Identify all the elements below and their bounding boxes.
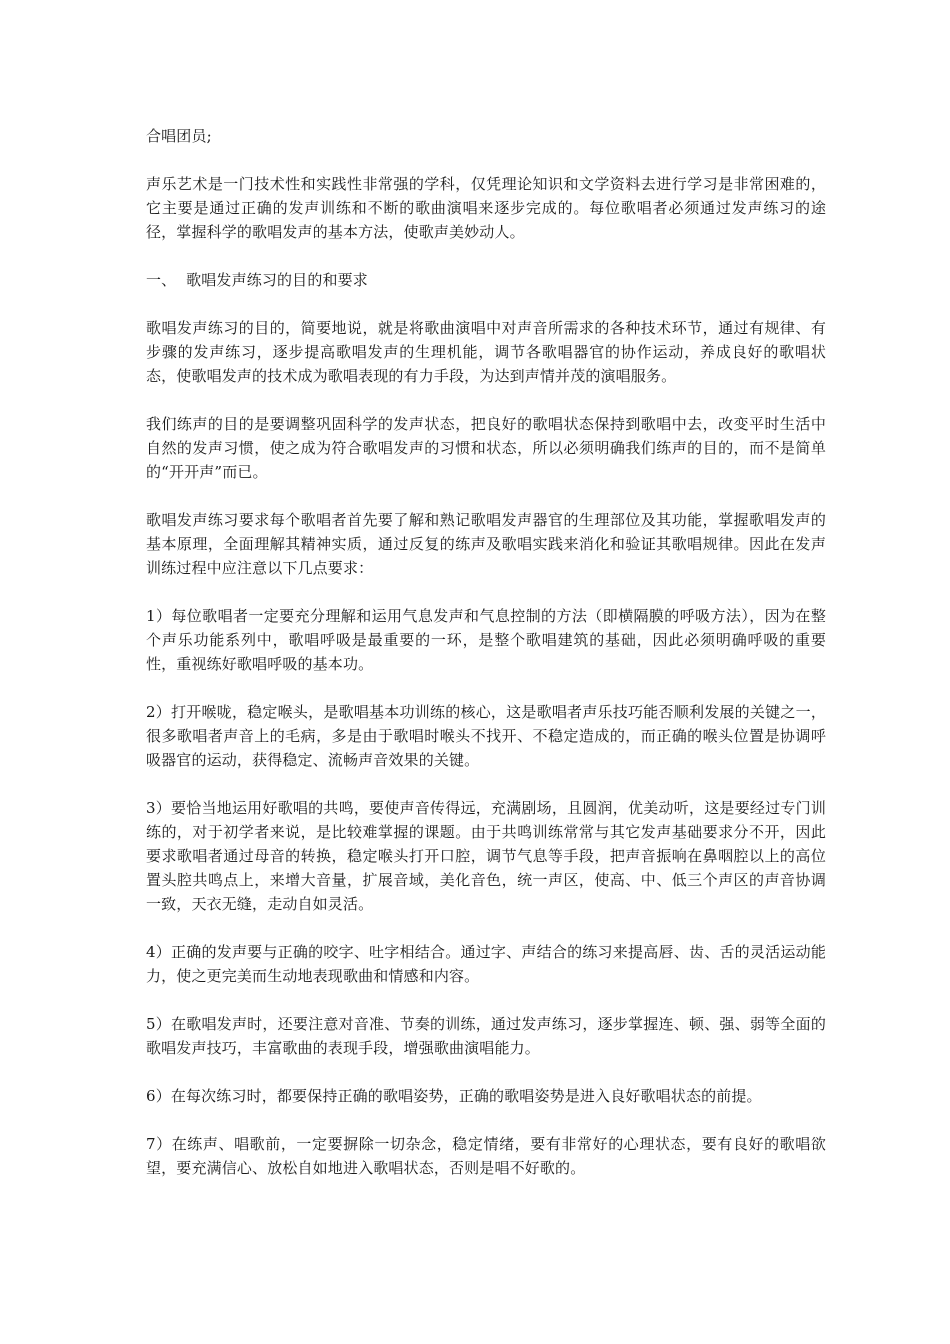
- requirements-intro-paragraph: 歌唱发声练习要求每个歌唱者首先要了解和熟记歌唱发声器官的生理部位及其功能，掌握歌唱发声的基本原理，全面理解其精神实质，通过反复的练声及歌唱实践来消化和验证其歌唱规律。因此在发声训练过程中应注意以下几点要求：: [146, 511, 826, 577]
- requirement-item-6: 6）在每次练习时，都要保持正确的歌唱姿势，正确的歌唱姿势是进入良好歌唱状态的前提。: [146, 1087, 762, 1105]
- requirement-item-4: 4）正确的发声要与正确的咬字、吐字相结合。通过字、声结合的练习来提高唇、齿、舌的灵活运动能力，使之更完美而生动地表现歌曲和情感和内容。: [146, 943, 826, 985]
- requirement-item-3: 3）要恰当地运用好歌唱的共鸣，要使声音传得远，充满剧场，且圆润，优美动听，这是要经过专门训练的，对于初学者来说，是比较难掌握的课题。由于共鸣训练常常与其它发声基础要求分不开，因此要求歌唱者通过母音的转换，稳定喉头打开口腔，调节气息等手段，把声音振响在鼻咽腔以上的高位置头腔共鸣点上，来增大音量，扩展音域，美化音色，统一声区，使高、中、低三个声区的声音协调一致，天衣无缝，走动自如灵活。: [146, 799, 826, 913]
- paragraph-spacer: [146, 292, 826, 316]
- paragraph-spacer: [146, 580, 826, 604]
- paragraph-spacer: [146, 1060, 826, 1084]
- paragraph-spacer: [146, 676, 826, 700]
- greeting-line: 合唱团员;: [146, 127, 212, 145]
- paragraph-spacer: [146, 772, 826, 796]
- requirement-item-5: 5）在歌唱发声时，还要注意对音准、节奏的训练，通过发声练习，逐步掌握连、顿、强、弱等全面的歌唱发声技巧，丰富歌曲的表现手段，增强歌曲演唱能力。: [146, 1015, 826, 1057]
- paragraph-spacer: [146, 1108, 826, 1132]
- document-body: [146, 124, 826, 1180]
- paragraph-spacer: [146, 484, 826, 508]
- paragraph-spacer: [146, 388, 826, 412]
- section-heading: 一、 歌唱发声练习的目的和要求: [146, 271, 368, 289]
- requirement-item-7: 7）在练声、唱歌前，一定要摒除一切杂念，稳定情绪，要有非常好的心理状态，要有良好的歌唱欲望，要充满信心、放松自如地进入歌唱状态，否则是唱不好歌的。: [146, 1135, 826, 1177]
- paragraph-spacer: [146, 988, 826, 1012]
- goal-paragraph: 我们练声的目的是要调整巩固科学的发声状态，把良好的歌唱状态保持到歌唱中去，改变平时生活中自然的发声习惯，使之成为符合歌唱发声的习惯和状态，所以必须明确我们练声的目的，而不是简单的“开开声”而已。: [146, 415, 826, 481]
- paragraph-spacer: [146, 148, 826, 172]
- paragraph-spacer: [146, 244, 826, 268]
- requirement-item-1: 1）每位歌唱者一定要充分理解和运用气息发声和气息控制的方法（即横隔膜的呼吸方法），因为在整个声乐功能系列中，歌唱呼吸是最重要的一环，是整个歌唱建筑的基础，因此必须明确呼吸的重要性，重视练好歌唱呼吸的基本功。: [146, 607, 826, 673]
- intro-paragraph: 声乐艺术是一门技术性和实践性非常强的学科，仅凭理论知识和文学资料去进行学习是非常困难的，它主要是通过正确的发声训练和不断的歌曲演唱来逐步完成的。每位歌唱者必须通过发声练习的途径，掌握科学的歌唱发声的基本方法，使歌声美妙动人。: [146, 175, 826, 241]
- purpose-paragraph: 歌唱发声练习的目的，简要地说，就是将歌曲演唱中对声音所需求的各种技术环节，通过有规律、有步骤的发声练习，逐步提高歌唱发声的生理机能，调节各歌唱器官的协作运动，养成良好的歌唱状态，使歌唱发声的技术成为歌唱表现的有力手段，为达到声情并茂的演唱服务。: [146, 319, 826, 385]
- requirement-item-2: 2）打开喉咙，稳定喉头，是歌唱基本功训练的核心，这是歌唱者声乐技巧能否顺利发展的关键之一，很多歌唱者声音上的毛病，多是由于歌唱时喉头不找开、不稳定造成的，而正确的喉头位置是协调呼吸器官的运动，获得稳定、流畅声音效果的关键。: [146, 703, 826, 769]
- paragraph-spacer: [146, 916, 826, 940]
